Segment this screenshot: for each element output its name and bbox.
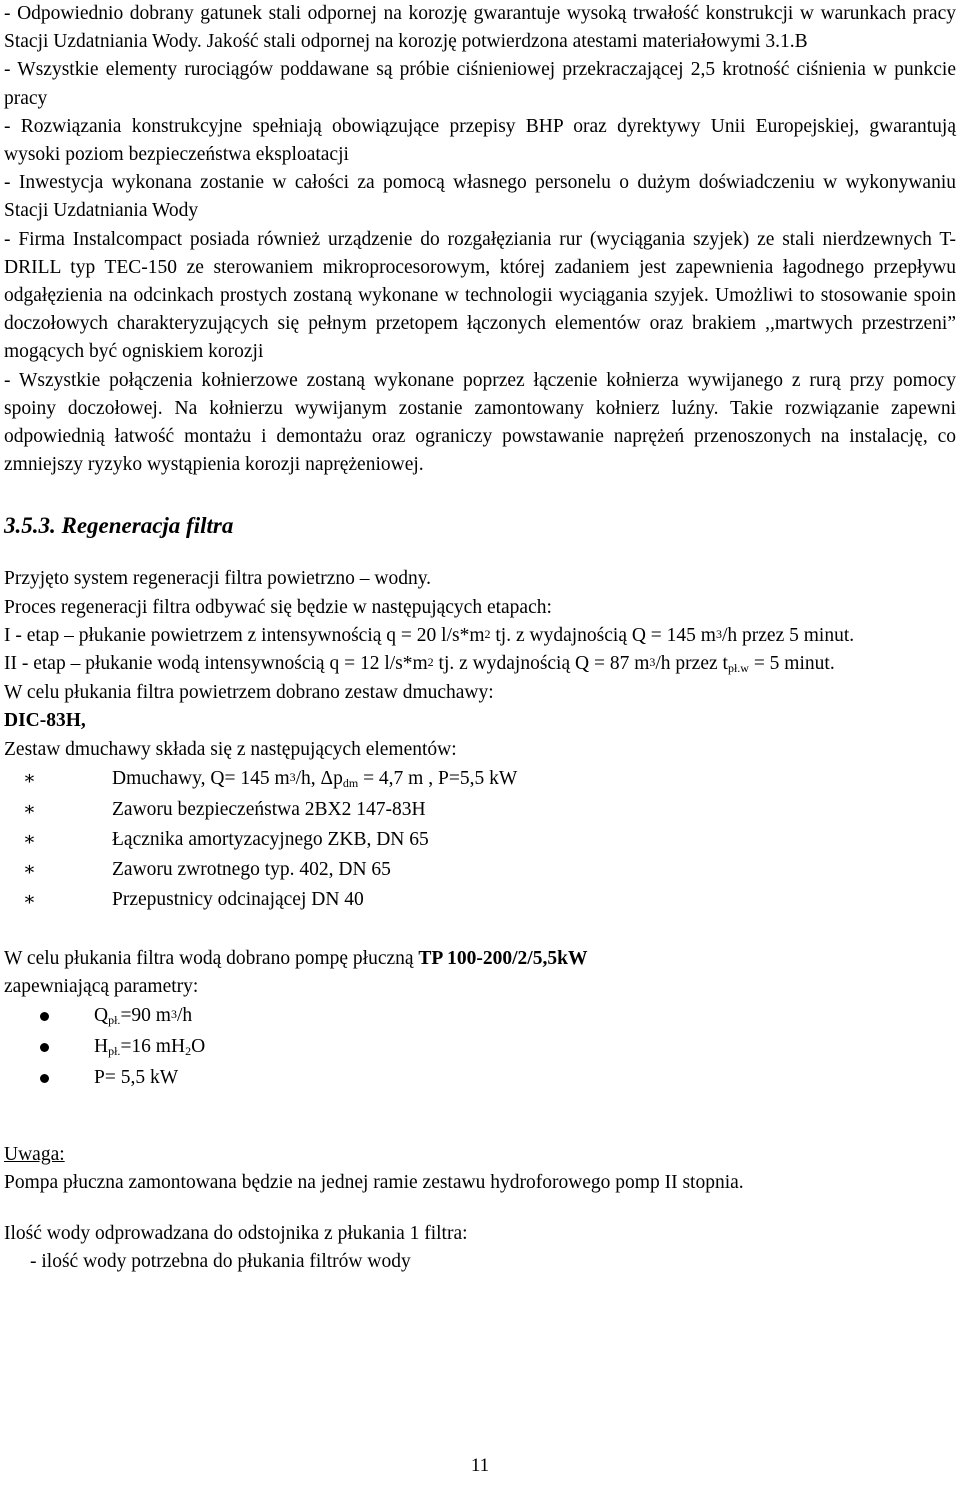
note-text: Pompa płuczna zamontowana będzie na jednej ramie zestawu hydroforowego pomp II stopnia. — [4, 1172, 744, 1194]
list-item: Qpł.=90 $m^3/h$ — [4, 1001, 956, 1032]
asterisk-marker: ∗ — [23, 888, 36, 910]
list-item: ∗ Łącznika amortyzacyjnego ZKB, DN 65 — [4, 825, 956, 855]
pump-params-intro: zapewniającą parametry: — [4, 976, 199, 998]
regen-intro-2: Proces regeneracji filtra odbywać się będzie w następujących etapach: — [4, 596, 552, 618]
paragraph-t-drill: - Firma Instalcompact posiada również urządzenie do rozgałęziania rur (wyciągania szyjek) ze stali nierdzewnych T-DRILL typ TEC-150 ze sterowaniem mikroprocesorowym, której zadaniem jest zapewnienia łagodnego przepływu odgałęzienia na odcinkach prostych zostaną wykonane w technologii wyciągania szyjek. Umożliwi to stosowanie spoin doczołowych charakteryzujących się pełnym przetopem łączonych elementów oraz brakiem ,,martwych przestrzeni” mogących być ogniskiem korozji — [4, 228, 956, 363]
section-heading: 3.5.3. Regeneracja filtra — [4, 513, 234, 539]
paragraph-own-staff: - Inwestycja wykonana zostanie w całości za pomocą własnego personelu o dużym doświadczeniu w wykonywaniu Stacji Uzdatniania Wody — [4, 172, 956, 222]
paragraph-flange-connections: - Wszystkie połączenia kołnierzowe zostaną wykonane poprzez łączenie kołnierza wywijanego z rurą przy pomocy spoiny doczołowej. Na kołnierzu wywijanym zostanie zamontowany kołnierz luźny. Takie rozwiązanie zapewni odpowiednią łatwość montażu i demontażu oraz ograniczy powstawanie naprężeń przenoszonych na instalację, co zmniejszy ryzyko wystąpienia korozji naprężeniowej. — [4, 369, 956, 476]
blower-model: DIC-83H, — [4, 710, 86, 732]
blower-intro: W celu płukania filtra powietrzem dobrano zestaw dmuchawy: — [4, 682, 494, 704]
list-item: ∗ Zaworu bezpieczeństwa 2BX2 147-83H — [4, 795, 956, 825]
blower-consists: Zestaw dmuchawy składa się z następujących elementów: — [4, 738, 457, 760]
paragraph-pressure-test: - Wszystkie elementy rurociągów poddawane są próbie ciśnieniowej przekraczającej 2,5 krotność ciśnienia w punkcie pracy — [4, 59, 956, 109]
bullet-icon — [40, 1012, 49, 1021]
list-item: Hpł.=16 mH2O — [4, 1032, 956, 1063]
bullet-icon — [40, 1043, 49, 1052]
asterisk-marker: ∗ — [23, 828, 36, 850]
asterisk-marker: ∗ — [23, 767, 36, 789]
list-item: ∗ Dmuchawy, Q= 145 $m^3/h$, Δpdm = 4,7 m , P=5,5 kW — [4, 764, 956, 795]
list-item: ∗ Przepustnicy odcinającej DN 40 — [4, 885, 956, 915]
regen-stage-1: I - etap – płukanie powietrzem z intensywnością q = 20 $l/s*m^2$ tj. z wydajnością Q = 145 $m^3/h$ przez 5 minut. — [4, 624, 855, 646]
regen-intro-1: Przyjęto system regeneracji filtra powietrzno – wodny. — [4, 568, 432, 590]
water-amount-subline: - ilość wody potrzebna do płukania filtrów wody — [30, 1250, 411, 1272]
paragraph-stainless-steel: - Odpowiednio dobrany gatunek stali odpornej na korozję gwarantuje wysoką trwałość konstrukcji w warunkach pracy Stacji Uzdatniania Wody. Jakość stali odpornej na korozję potwierdzona atestami materiałowymi 3.1.B — [4, 3, 956, 53]
list-item: ∗ Zaworu zwrotnego typ. 402, DN 65 — [4, 855, 956, 885]
paragraph-bhp: - Rozwiązania konstrukcyjne spełniają obowiązujące przepisy BHP oraz dyrektywy Unii Europejskiej, gwarantują wysoki poziom bezpieczeństwa eksploatacji — [4, 115, 956, 166]
asterisk-marker: ∗ — [23, 798, 36, 820]
regen-stage-2: II - etap – płukanie wodą intensywnością q = 12 $l/s*m^2$ tj. z wydajnością Q = 87 $m^3/h$ przez tpł.w = 5 minut. — [4, 653, 835, 676]
list-item: P= 5,5 kW — [4, 1063, 956, 1093]
document-page — [4, 0, 956, 1276]
water-amount-line: Ilość wody odprowadzana do odstojnika z płukania 1 filtra: — [4, 1222, 468, 1244]
pump-params-list — [4, 1001, 956, 1093]
page-number: 11 — [470, 1455, 490, 1476]
blower-components-list — [4, 764, 956, 915]
bullet-icon — [40, 1074, 49, 1083]
pump-intro: W celu płukania filtra wodą dobrano pompę płuczną TP 100-200/2/5,5kW — [4, 947, 588, 969]
asterisk-marker: ∗ — [23, 858, 36, 880]
note-label: Uwaga: — [4, 1144, 65, 1166]
